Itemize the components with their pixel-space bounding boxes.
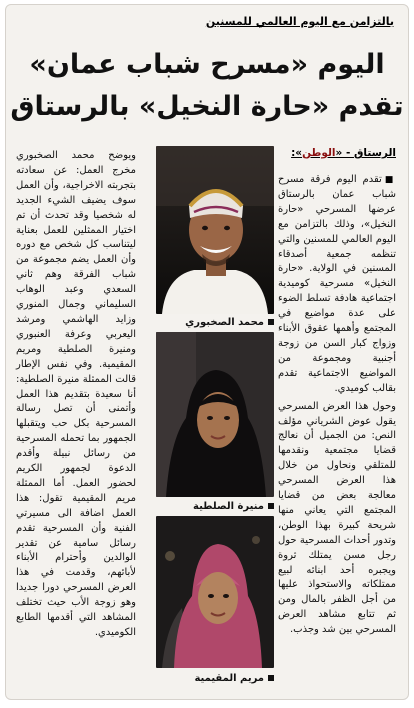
paragraph [278,173,396,397]
kicker: بالتزامن مع اليوم العالمي للمسنين [205,15,394,28]
headline-line-1: اليوم «مسرح شباب عمان» [29,49,385,80]
dateline-end: »: [291,147,303,159]
photo-caption-3 [156,673,274,684]
paragraph-text: تقدم اليوم فرقة مسرح شباب عمان بالرستاق عرضها المسرحي «حارة النخيل»، وذلك بالتزامن مع اليوم العالمي للمسنين والتي تنظمه جمعية أصدقاء المسنين في الولاية. «حارة النخيل» مسرحية كوميدية اجتماعية هادفة تسلط الضوء على عدة مواضيع في المجتمع وأهمها عقوق الأبناء وزواج كبار السن من زوجة أجنبية ومجموعة من المواضيع الاجتماعية تقدم بقالب كوميدي. [278,174,396,394]
caption-text: منيرة الصلطية [193,501,264,512]
dateline-brand: الوطن [302,147,336,159]
photo-caption-1 [156,317,274,328]
caption-text: مريم المقيمية [194,673,264,684]
dateline [291,147,396,159]
portrait-photo-2 [156,332,274,497]
headline-line-2: تقدم «حارة النخيل» بالرستاق [10,91,404,122]
bullet-icon: ■ [384,175,396,185]
dateline-place: الرستاق - « [335,147,396,159]
caption-bullet-icon [268,503,274,509]
paragraph: وحول هذا العرض المسرحي يقول عوض الشرياني مؤلف النص: من الجميل أن نعالج قضايا مجتمعية ونقدمها للمتلقي ونحاول من خلال هذا العرض المسرحي معالجة بعض من قضايا المجتمع التي يعاني منها شريحة كبيرة بهذا الوطن، وتدور أحداث المسرحية حول رجل مسن يمتلك ثروة ويجبره أحد ابنائه لبيع ممتلكاته والاستحواذ عليها من أجل الظفر بالمال ومن ثم تتابع مشاهد العرض المسرحي بين شد وجذب. [278,400,396,636]
caption-text: محمد الصخبوري [185,317,264,328]
portrait-photo-3 [156,516,274,668]
portrait-woman-pink-hijab-icon [156,516,274,668]
caption-bullet-icon [268,675,274,681]
article-column-left [16,149,136,644]
paragraph: ويوضح محمد الصخبوري مخرج العمل: عن سعادته بتجربته الاخراجية، وأن العمل سوف يضيف الشيء الجديد له شخصيا وقد تحدث أن تم اختيار الممثلين للعمل بعناية ليتناسب كل شخص مع دوره وأن العمل يضم مجموعة من شباب الفرقة وهم ثاني السعدي وعبد الوهاب السليماني وجمال المنوري وزايد الهاشمي ومرشد اليعربي وعرفة العنبوري ومنيرة الصلطية ومريم المقيمية. وفي نفس الإطار قالت الممثلة منيرة الصلطية: أنا سعيدة بتقديم هذا العمل وأتمنى أن تصل رسالة المسرحية بكل حب ويتقبلها الجمهور بما تحمله المسرحية من رسائل نبيلة وأقدم الدعوة لجمهور الكريم لحضور العمل. أما الممثلة مريم المقيمية تقول: هذا العمل اضافة الى مسيرتي الفنية وأن المسرحية تقدم رسائل سامية عن تقدير الوالدين وأحترام الأبناء لأبائهم، وقدمت في هذا العرض المسرحي دورا جديدا وهو زوجة الأب حيث تختلف المشاهد التي أقدمها الطابع الكوميدي. [16,150,136,638]
portrait-woman-black-hijab-icon [156,332,274,497]
photo-caption-2 [156,501,274,512]
article-column-right [278,173,396,641]
caption-bullet-icon [268,319,274,325]
portrait-photo-1 [156,146,274,314]
newspaper-clipping [5,4,409,700]
portrait-man-icon [156,146,274,314]
